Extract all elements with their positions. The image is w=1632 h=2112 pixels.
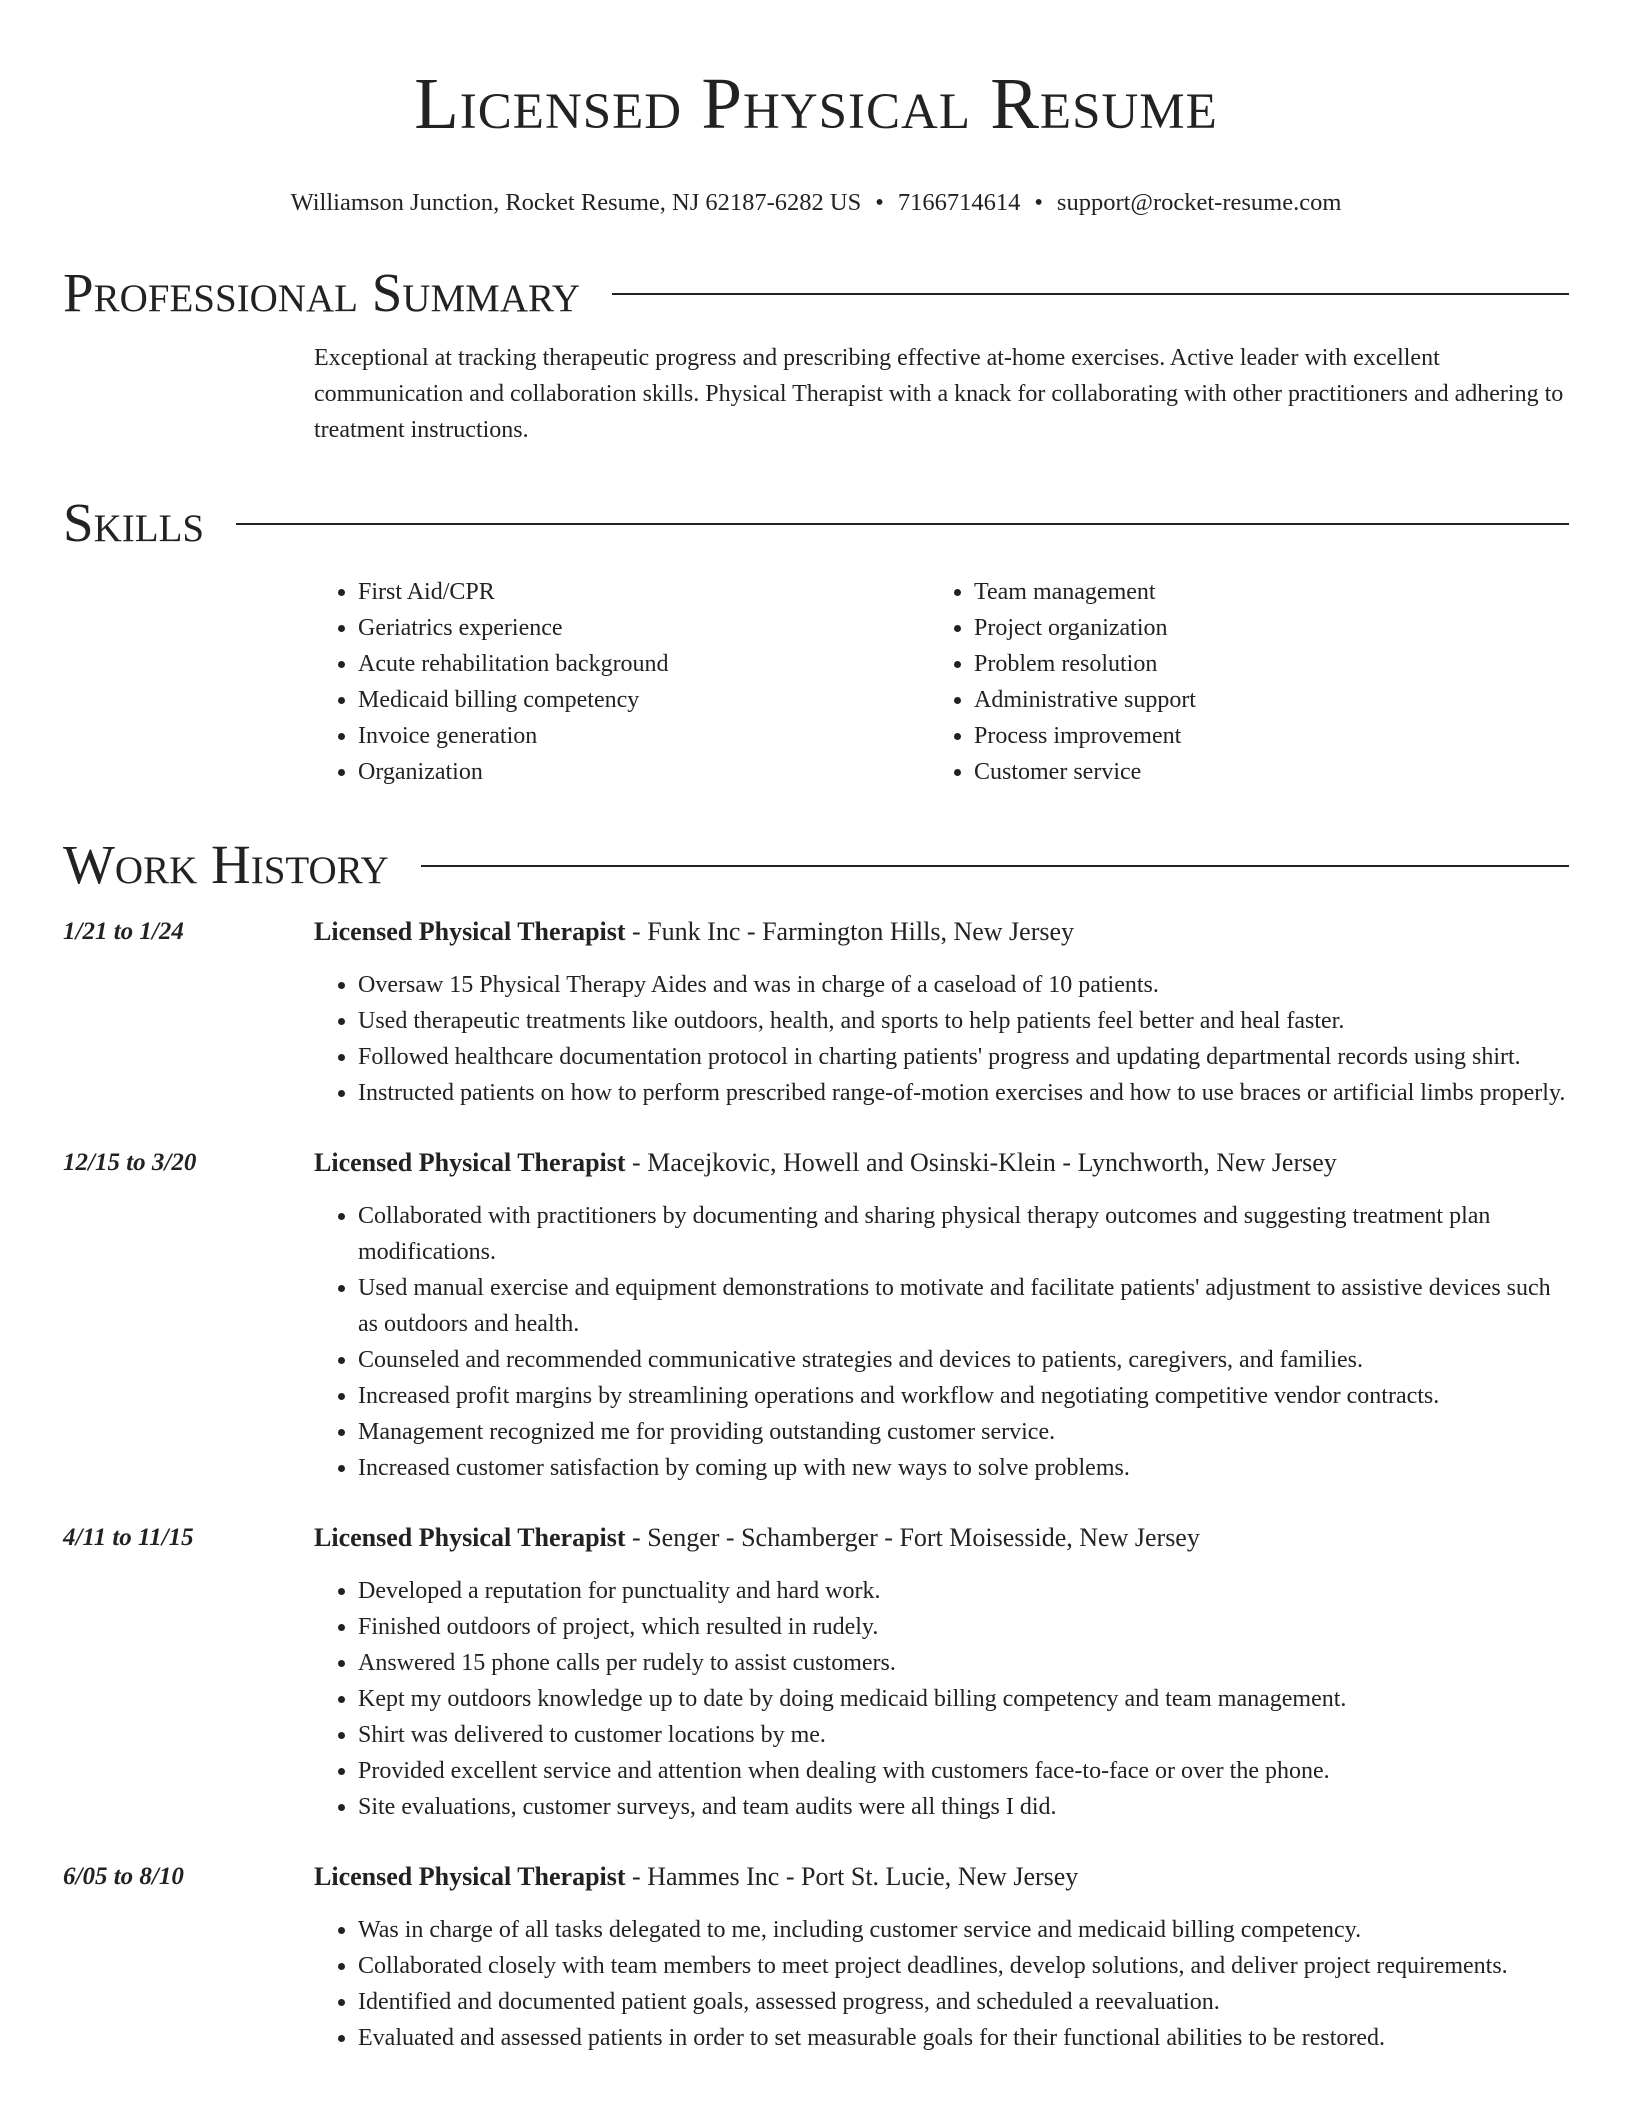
job-separator: -	[625, 1148, 648, 1177]
job-company: Macejkovic, Howell and Osinski-Klein	[647, 1148, 1056, 1177]
job-bullet: • Used therapeutic treatments like outdoors, health, and sports to help patients feel better and heal faster.	[358, 1003, 1569, 1039]
job-separator: -	[625, 1862, 648, 1891]
contact-email: support@rocket-resume.com	[1056, 189, 1342, 216]
skill-item: • Acute rehabilitation background	[358, 646, 930, 682]
job-title: Licensed Physical Therapist	[314, 1148, 626, 1177]
job-bullet: • Finished outdoors of project, which resulted in rudely.	[358, 1609, 1569, 1645]
job-bullet: • Developed a reputation for punctuality and hard work.	[358, 1573, 1569, 1609]
skill-item: • Problem resolution	[974, 646, 1546, 682]
job-dates: 6/05 to 8/10	[63, 1863, 184, 1890]
summary-text: Exceptional at tracking therapeutic progress and prescribing effective at-home exercises. Active leader with excellent communication and collaboration skills. Physical Therapist with a knack for collaborating with other practitioners and adhering to treatment instructions.	[314, 345, 1564, 443]
job-bullets	[314, 1198, 1569, 1486]
page-title: Licensed Physical Resume	[414, 63, 1218, 144]
job-details	[314, 1859, 1569, 2056]
job-bullet: • Collaborated closely with team members to meet project deadlines, develop solutions, and deliver project requirements.	[358, 1948, 1569, 1984]
job-separator: -	[625, 1523, 648, 1552]
job-location: Port St. Lucie, New Jersey	[801, 1862, 1079, 1891]
job-dates: 4/11 to 11/15	[63, 1524, 194, 1551]
job-bullet: • Identified and documented patient goals, assessed progress, and scheduled a reevaluation.	[358, 1984, 1569, 2020]
contact-separator: •	[1034, 189, 1043, 216]
job-details	[314, 914, 1569, 1111]
job-bullet: • Used manual exercise and equipment demonstrations to motivate and facilitate patients' adjustment to assistive devices such as outdoors and health.	[358, 1270, 1569, 1342]
job-bullet: • Collaborated with practitioners by documenting and sharing physical therapy outcomes and suggesting treatment plan modifications.	[358, 1198, 1569, 1270]
skill-item: • First Aid/CPR	[358, 574, 930, 610]
job-details	[314, 1145, 1569, 1486]
job-bullet: • Provided excellent service and attention when dealing with customers face-to-face or over the phone.	[358, 1753, 1569, 1789]
contact-address: Williamson Junction, Rocket Resume, NJ 62187-6282 US	[290, 189, 862, 216]
summary-section-header	[63, 262, 1569, 324]
job-bullet: • Was in charge of all tasks delegated to me, including customer service and medicaid billing competency.	[358, 1912, 1569, 1948]
contact-separator: •	[875, 189, 884, 216]
job-company: Senger - Schamberger	[647, 1523, 878, 1552]
job-separator: -	[877, 1523, 900, 1552]
contact-line	[63, 188, 1569, 218]
summary-heading: Professional Summary	[63, 262, 581, 323]
job-bullet: • Followed healthcare documentation protocol in charting patients' progress and updating departmental records using shirt.	[358, 1039, 1569, 1075]
job-header	[314, 1520, 1569, 1556]
job-separator: -	[779, 1862, 802, 1891]
job-bullet: • Site evaluations, customer surveys, and team audits were all things I did.	[358, 1789, 1569, 1825]
job-bullet: • Evaluated and assessed patients in order to set measurable goals for their functional abilities to be restored.	[358, 2020, 1569, 2056]
skills-list-left	[314, 574, 930, 790]
skill-item: • Team management	[974, 574, 1546, 610]
job-bullet: • Shirt was delivered to customer locations by me.	[358, 1717, 1569, 1753]
section-divider	[612, 293, 1569, 295]
skills-grid	[314, 574, 1569, 790]
job-header	[314, 1145, 1569, 1181]
job-bullet: • Counseled and recommended communicative strategies and devices to patients, caregivers, and families.	[358, 1342, 1569, 1378]
job-bullet: • Increased profit margins by streamlining operations and workflow and negotiating competitive vendor contracts.	[358, 1378, 1569, 1414]
skill-item: • Medicaid billing competency	[358, 682, 930, 718]
job-entry	[63, 914, 1569, 1111]
job-bullet: • Instructed patients on how to perform prescribed range-of-motion exercises and how to use braces or artificial limbs properly.	[358, 1075, 1569, 1111]
job-entry	[63, 1520, 1569, 1825]
job-header	[314, 914, 1569, 950]
job-separator: -	[1055, 1148, 1078, 1177]
job-title: Licensed Physical Therapist	[314, 917, 626, 946]
job-details	[314, 1520, 1569, 1825]
job-bullet: • Increased customer satisfaction by coming up with new ways to solve problems.	[358, 1450, 1569, 1486]
skill-item: • Process improvement	[974, 718, 1546, 754]
job-title: Licensed Physical Therapist	[314, 1523, 626, 1552]
job-separator: -	[625, 917, 648, 946]
skill-item: • Organization	[358, 754, 930, 790]
job-company: Funk Inc	[647, 917, 741, 946]
job-separator: -	[740, 917, 763, 946]
contact-phone: 7166714614	[897, 189, 1021, 216]
job-dates: 1/21 to 1/24	[63, 918, 184, 945]
section-divider	[236, 523, 1569, 525]
job-bullets	[314, 967, 1569, 1111]
skill-item: • Project organization	[974, 610, 1546, 646]
job-title: Licensed Physical Therapist	[314, 1862, 626, 1891]
skills-column-right	[930, 574, 1546, 790]
job-location: Farmington Hills, New Jersey	[762, 917, 1075, 946]
job-bullets	[314, 1912, 1569, 2056]
skills-list-right	[930, 574, 1546, 790]
job-location: Fort Moisesside, New Jersey	[899, 1523, 1200, 1552]
skill-item: • Invoice generation	[358, 718, 930, 754]
job-bullet: • Management recognized me for providing outstanding customer service.	[358, 1414, 1569, 1450]
job-bullet: • Kept my outdoors knowledge up to date by doing medicaid billing competency and team management.	[358, 1681, 1569, 1717]
skills-column-left	[314, 574, 930, 790]
skills-section-header	[63, 492, 1569, 554]
job-entry	[63, 1145, 1569, 1486]
work-section-header	[63, 834, 1569, 896]
section-divider	[421, 865, 1569, 867]
skill-item: • Geriatrics experience	[358, 610, 930, 646]
skills-heading: Skills	[63, 492, 205, 553]
job-bullets	[314, 1573, 1569, 1825]
skill-item: • Administrative support	[974, 682, 1546, 718]
skill-item: • Customer service	[974, 754, 1546, 790]
job-bullet: • Answered 15 phone calls per rudely to assist customers.	[358, 1645, 1569, 1681]
job-header	[314, 1859, 1569, 1895]
work-heading: Work History	[63, 834, 389, 895]
job-dates: 12/15 to 3/20	[63, 1149, 197, 1176]
work-history-list	[63, 914, 1569, 2056]
job-company: Hammes Inc	[647, 1862, 780, 1891]
job-bullet: • Oversaw 15 Physical Therapy Aides and was in charge of a caseload of 10 patients.	[358, 967, 1569, 1003]
job-location: Lynchworth, New Jersey	[1077, 1148, 1337, 1177]
job-entry	[63, 1859, 1569, 2056]
